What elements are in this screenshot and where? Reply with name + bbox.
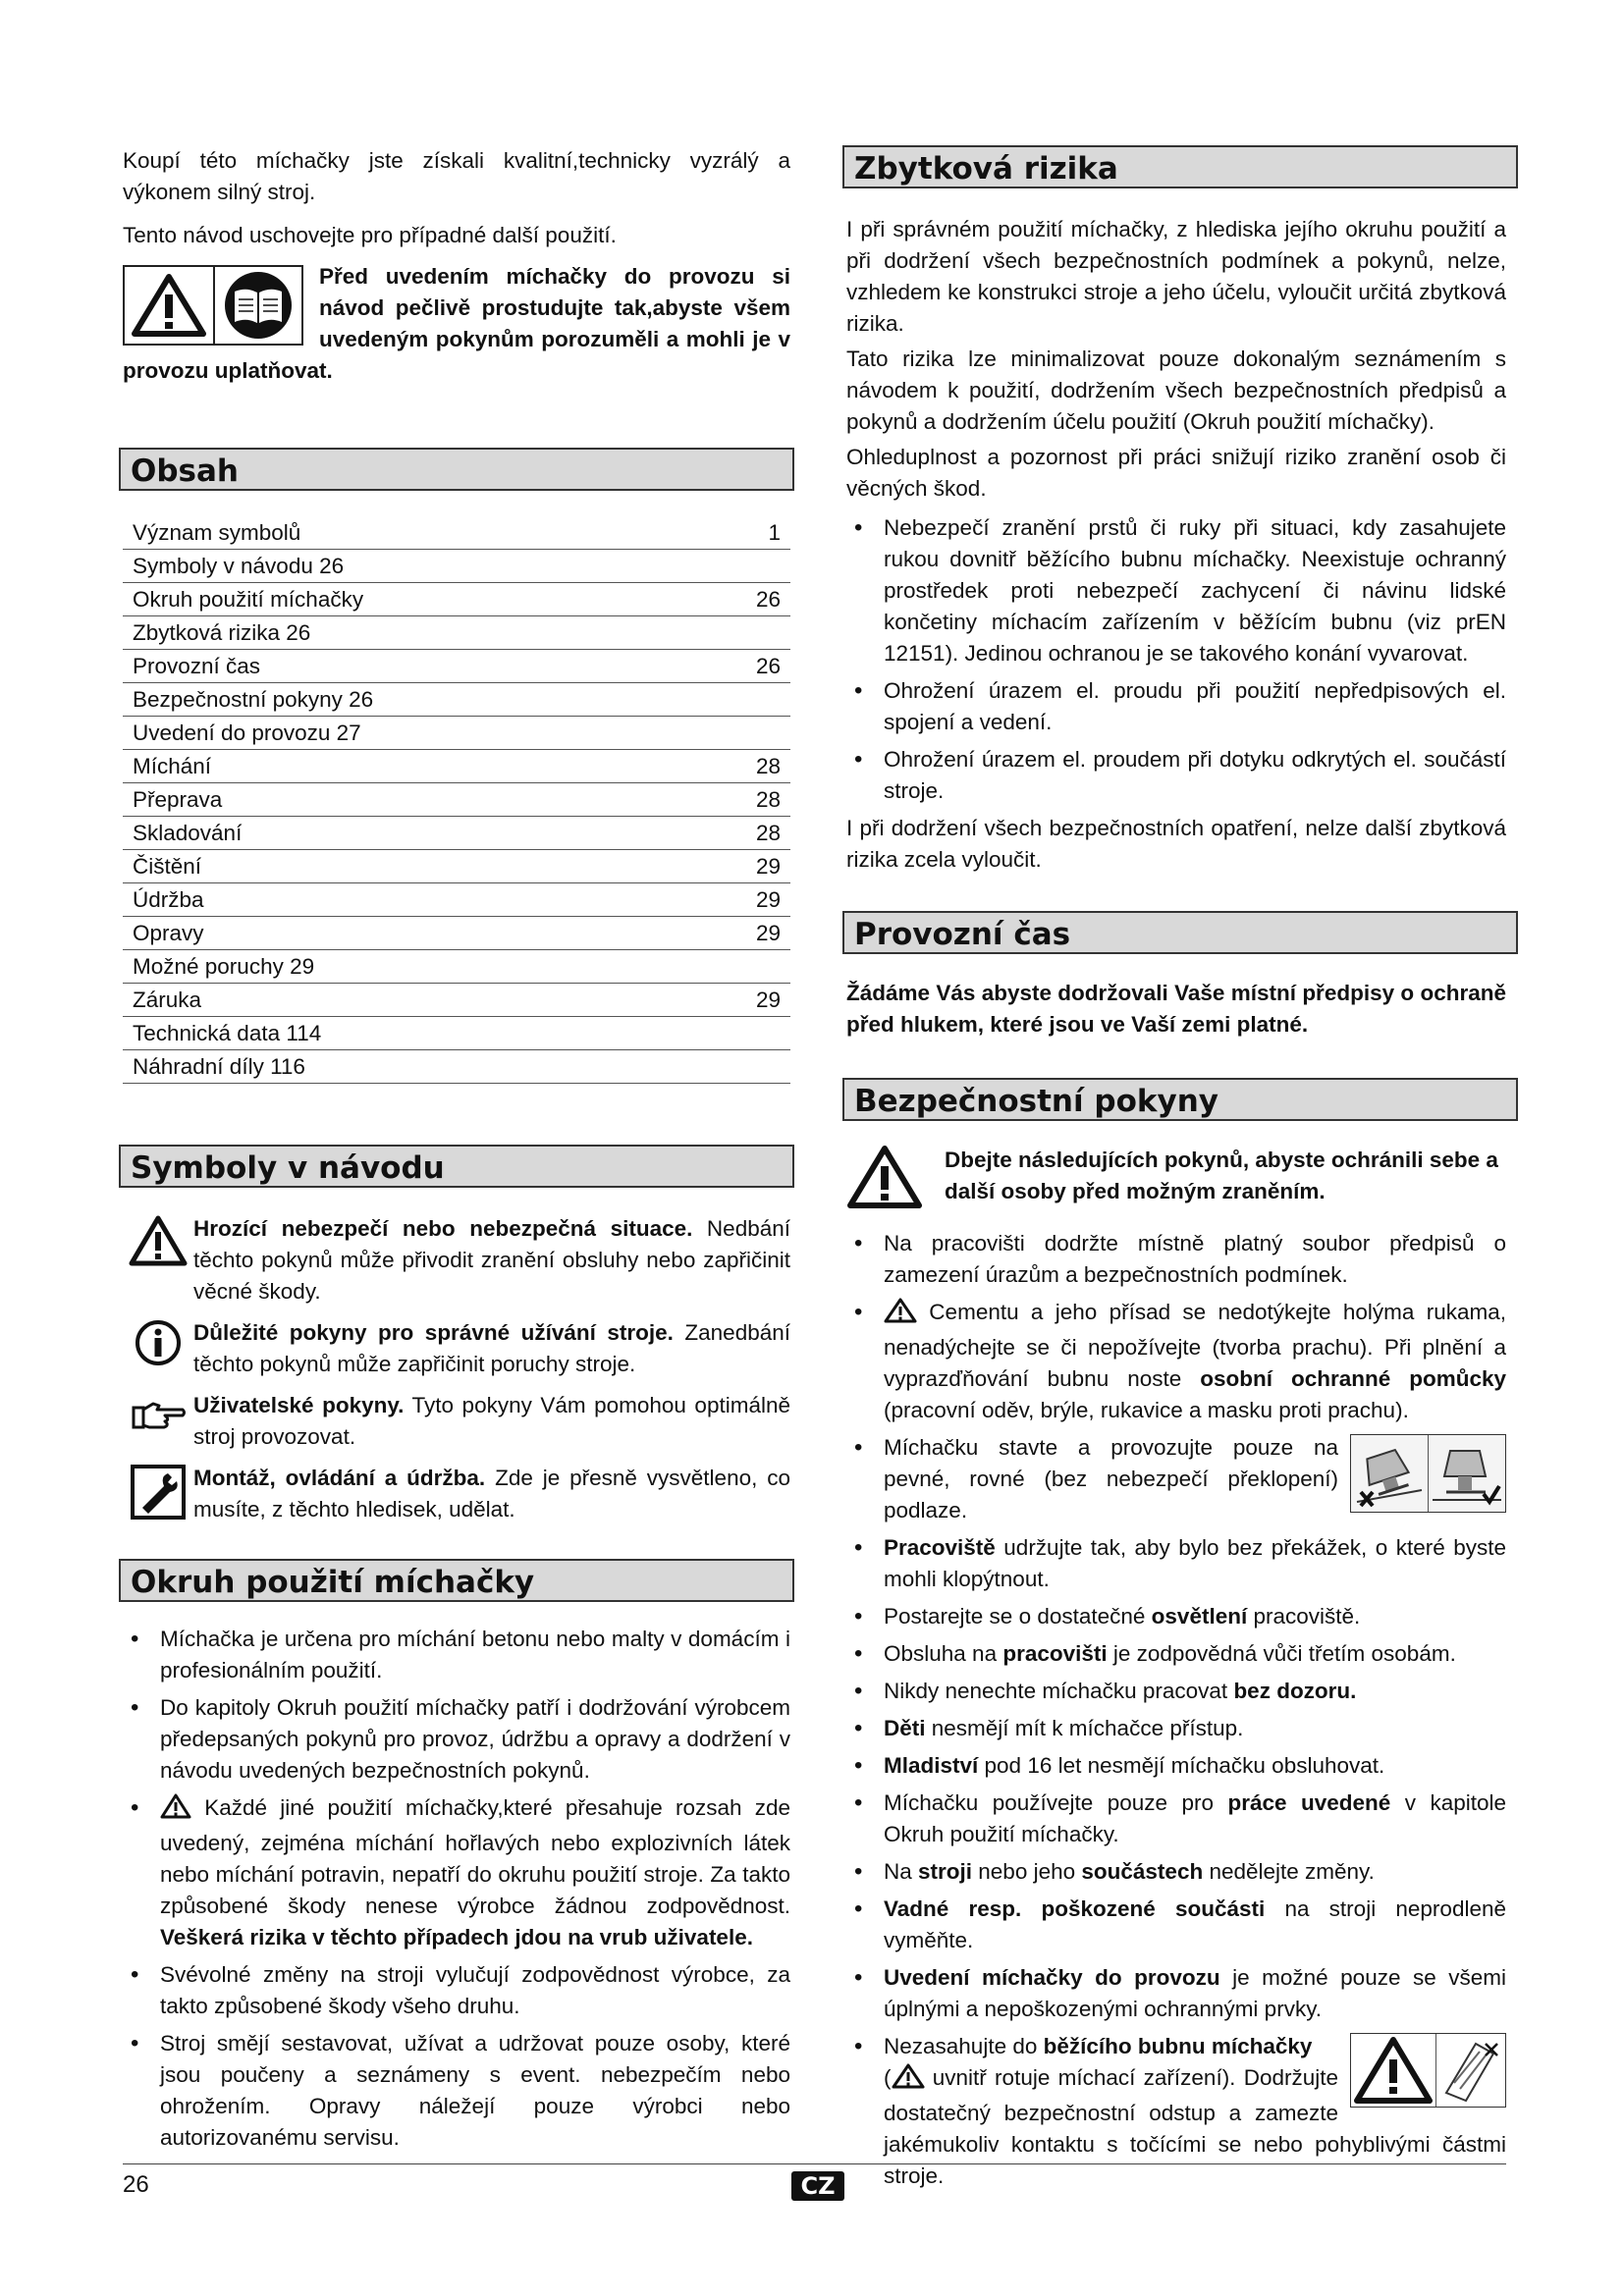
symbol-item-pointing <box>123 1390 790 1453</box>
okruh-heading: Okruh použití míchačky <box>119 1559 794 1602</box>
list-item: • Svévolné změny na stroji vylučují zodpovědnost výrobce, za takto způsobené škody všeho druhu. <box>123 1959 790 2022</box>
warning-and-manual-icons <box>123 265 303 346</box>
bezpecnost-b9-bold: Mladiství <box>884 1753 979 1778</box>
bezpecnost-b12-bold: Vadné resp. poškozené součásti <box>884 1896 1266 1921</box>
toc-label: Čištění <box>133 854 202 879</box>
list-item: • Míchačka je určena pro míchání betonu nebo malty v domácím i profesionálním použití. <box>123 1624 790 1686</box>
list-item <box>846 1676 1506 1707</box>
symbol-danger-text: Nedbání těchto pokynů může přivodit zranění obsluhy nebo zapřičinit věcné škody. <box>193 1216 790 1304</box>
intro-paragraph-2: Tento návod uschovejte pro případné další použití. <box>123 223 617 247</box>
list-item <box>846 1532 1506 1595</box>
wrench-icon <box>123 1463 193 1520</box>
list-item <box>846 1788 1506 1850</box>
danger-triangle-icon <box>123 1213 193 1266</box>
bezpecnost-b12-text: na stroji neprodleně vyměňte. <box>884 1896 1506 1952</box>
symbol-info-title: Důležité pokyny pro správné užívání stroje. <box>193 1320 674 1345</box>
list-item <box>846 1297 1506 1426</box>
list-item: • Nebezpečí zranění prstů či ruky při situaci, kdy zasahujete rukou dovnitř běžícího bubnu míchačky. Neexistuje ochranný prostředek proti nebezpečí zachycení či návinu lidské končetiny míchacím zařízením v běžícím bubnu (viz prEN 12151). Jedinou ochranou je se takového konání vyvarovat. <box>846 512 1506 669</box>
read-manual-icon <box>215 267 301 344</box>
toc-page: 26 <box>755 587 781 612</box>
provozni-text: Žádáme Vás abyste dodržovali Vaše místní předpisy o ochraně před hlukem, které jsou ve Vaší zemi platné. <box>846 981 1506 1037</box>
bezpecnost-warning-text: Dbejte následujících pokynů, abyste ochránili sebe a další osoby před možným zraněním. <box>945 1148 1498 1203</box>
list-item <box>846 1638 1506 1670</box>
toc-label: Skladování <box>133 821 243 845</box>
bezpecnost-b14-paren: ( <box>884 2065 892 2090</box>
toc-page: 29 <box>755 854 781 879</box>
toc-page: 26 <box>755 654 781 678</box>
symbol-pointing-text: Tyto pokyny Vám pomohou optimálně stroj provozovat. <box>193 1393 790 1449</box>
list-item: • Ohrožení úrazem el. proudu při použití nepředpisových el. spojení a vedení. <box>846 675 1506 738</box>
intro-paragraph-1: Koupí této míchačky jste získali kvalitní,technicky vyzrálý a výkonem silný stroj. <box>123 148 790 204</box>
footer-rule <box>123 2163 1506 2164</box>
warning-icon <box>846 1145 945 1214</box>
warning-icon <box>892 2063 925 2098</box>
table-row <box>123 1017 790 1050</box>
bezpecnost-warning <box>846 1145 1506 1214</box>
list-item: • Ohrožení úrazem el. proudem při dotyku odkrytých el. součástí stroje. <box>846 744 1506 807</box>
bezpecnost-b8-bold: Děti <box>884 1716 926 1740</box>
language-badge: CZ <box>791 2171 844 2201</box>
okruh-list <box>123 1624 790 2154</box>
table-row <box>123 984 790 1017</box>
toc-label: Technická data 114 <box>133 1021 322 1045</box>
table-row <box>123 817 790 850</box>
bezpecnost-b8-text: nesmějí mít k míchačce přístup. <box>925 1716 1244 1740</box>
symbol-item-info <box>123 1317 790 1380</box>
toc-page: 29 <box>755 887 781 912</box>
intro-warning-block <box>123 261 790 387</box>
left-column <box>123 145 790 2160</box>
bezpecnost-b11-text: Na <box>884 1859 919 1884</box>
table-row <box>123 917 790 950</box>
bezpecnost-b6-bold: pracovišti <box>1002 1641 1108 1666</box>
bezpecnost-b3-text: Míchačku stavte a provozujte pouze na pevné, rovné (bez nebezpečí překlopení) podlaze. <box>884 1435 1338 1522</box>
bezpecnost-b6-text-end: je zodpovědná vůči třetím osobám. <box>1107 1641 1456 1666</box>
list-item <box>123 1792 790 1953</box>
mixer-tilted-wrong-icon <box>1351 1435 1429 1512</box>
table-row <box>123 717 790 750</box>
hand-in-drum-icon <box>1436 2034 1505 2107</box>
toc-page: 29 <box>755 921 781 945</box>
table-row <box>123 750 790 783</box>
toc-label: Uvedení do provozu 27 <box>133 721 361 745</box>
bezpecnost-b2-bold: osobní ochranné pomůcky <box>1200 1366 1506 1391</box>
pointing-hand-icon <box>123 1390 193 1433</box>
bezpecnost-b2-text: Cementu a jeho přísad se nedotýkejte holýma rukama, nenadýchejte se či nepožívejte (tvorba prachu). Při plnění a vyprazďňování bubnu noste <box>884 1300 1506 1391</box>
table-row <box>123 650 790 683</box>
zbytkova-paragraph-3: Ohleduplnost a pozornost při práci snižují riziko zranění osob či věcných škod. <box>846 445 1506 501</box>
bezpecnost-b10-text: Míchačku používejte pouze pro <box>884 1790 1228 1815</box>
bezpecnost-b13-text: je možné pouze se všemi úplnými a nepoškozenými ochrannými prvky. <box>884 1965 1507 2021</box>
symbol-item-danger <box>123 1213 790 1308</box>
table-row <box>123 850 790 883</box>
toc-label: Přeprava <box>133 787 223 812</box>
bezpecnost-b10-text-end: v kapitole Okruh použití míchačky. <box>884 1790 1506 1846</box>
bezpecnost-b9-text: pod 16 let nesmějí míchačku obsluhovat. <box>978 1753 1385 1778</box>
bezpecnost-b11-text-mid: nebo jeho <box>972 1859 1082 1884</box>
okruh-b3-text: Každé jiné použití míchačky,které přesahuje rozsah zde uvedený, zejména míchání hořlavých nebo explozivních látek nebo míchání potravin, nepatří do okruhu použití stroje. Za takto způsobené škody nenese výrobce žádnou zodpovědnost. <box>160 1795 790 1918</box>
toc-label: Záruka <box>133 988 202 1012</box>
mixer-level-correct-icon <box>1429 1435 1505 1512</box>
drum-warning-pictogram <box>1350 2033 1506 2108</box>
bezpecnost-b2-text-end: (pracovní oděv, brýle, rukavice a masku proti prachu). <box>884 1398 1409 1422</box>
toc-page: 1 <box>768 520 781 545</box>
bezpecnost-b4-text: udržujte tak, aby bylo bez překážek, o které byste mohli klopýtnout. <box>884 1535 1506 1591</box>
symbol-wrench-title: Montáž, ovládání a údržba. <box>193 1466 486 1490</box>
toc-label: Opravy <box>133 921 204 945</box>
table-row <box>123 550 790 583</box>
symbol-item-wrench <box>123 1463 790 1525</box>
bezpecnost-b10-bold: práce uvedené <box>1227 1790 1391 1815</box>
bezpecnost-b11-bold-1: stroji <box>918 1859 973 1884</box>
symbol-list <box>123 1213 790 1525</box>
bezpecnost-b14-bold: běžícího bubnu míchačky <box>1043 2034 1313 2058</box>
list-item <box>846 1601 1506 1632</box>
toc-page: 28 <box>755 754 781 778</box>
okruh-b3-bold: Veškerá rizika v těchto případech jdou na vrub uživatele. <box>160 1925 753 1949</box>
toc-label: Provozní čas <box>133 654 261 678</box>
bezpecnost-b5-bold: osvětlení <box>1151 1604 1248 1629</box>
zbytkova-list <box>846 512 1506 807</box>
symboly-heading: Symboly v návodu <box>119 1145 794 1188</box>
bezpecnost-b11-text-end: nedělejte změny. <box>1203 1859 1375 1884</box>
list-item: • Do kapitoly Okruh použití míchačky patří i dodržování výrobcem předepsaných pokynů pro provoz, údržbu a opravy a dodržení v návodu uvedených bezpečnostních pokynů. <box>123 1692 790 1787</box>
obsah-heading: Obsah <box>119 448 794 491</box>
zbytkova-paragraph-1: I při správném použití míchačky, z hlediska jejího okruhu použití a při dodržení všech bezpečnostních podmínek a pokynů, nelze, vzhledem ke konstrukci stroje a jeho účelu, vyloučit určitá zbytková rizika. <box>846 217 1506 336</box>
bezpecnost-heading: Bezpečnostní pokyny <box>842 1078 1518 1121</box>
right-column <box>846 145 1506 2198</box>
list-item <box>846 1750 1506 1782</box>
info-icon <box>123 1317 193 1366</box>
warning-icon <box>1351 2034 1436 2107</box>
bezpecnost-b13-bold: Uvedení míchačky do provozu <box>884 1965 1220 1990</box>
toc-label: Symboly v návodu 26 <box>133 554 345 578</box>
list-item: • Stroj smějí sestavovat, užívat a udržovat pouze osoby, které jsou poučeny a seznámeny s event. nebezpečím nebo ohrožením. Opravy náležejí pouze výrobci nebo autorizovanému servisu. <box>123 2028 790 2154</box>
zbytkova-paragraph-4: I při dodržení všech bezpečnostních opatření, nelze další zbytková rizika zcela vyloučit. <box>846 816 1506 872</box>
symbol-info-text: Zanedbání těchto pokynů může zapřičinit poruchy stroje. <box>193 1320 791 1376</box>
toc-label: Možné poruchy 29 <box>133 954 315 979</box>
toc-page: 28 <box>755 821 781 845</box>
list-item: • Na pracovišti dodržte místně platný soubor předpisů o zamezení úrazům a bezpečnostních podmínek. <box>846 1228 1506 1291</box>
bezpecnost-b11-bold-2: součástech <box>1081 1859 1204 1884</box>
toc-label: Náhradní díly 116 <box>133 1054 305 1079</box>
table-row <box>123 783 790 817</box>
list-item <box>846 2031 1506 2192</box>
bezpecnost-list <box>846 1228 1506 2192</box>
list-item <box>846 1962 1506 2025</box>
list-item <box>846 1856 1506 1888</box>
table-row <box>123 883 790 917</box>
bezpecnost-b7-text: Nikdy nenechte míchačku pracovat <box>884 1679 1234 1703</box>
intro-warning-text: Před uvedením míchačky do provozu si návod pečlivě prostudujte tak,abyste všem uvedeným pokynům porozuměli a mohli je v provozu uplatňovat. <box>123 264 790 383</box>
zbytkova-paragraph-2: Tato rizika lze minimalizovat pouze dokonalým seznámením s návodem k použití, dodržením všech bezpečnostních předpisů a pokynů a dodržením účelu použití (Okruh použití míchačky). <box>846 347 1506 434</box>
page-number: 26 <box>123 2171 149 2198</box>
table-row <box>123 583 790 616</box>
table-row <box>123 683 790 717</box>
warning-icon <box>125 267 215 344</box>
toc-label: Bezpečnostní pokyny 26 <box>133 687 374 712</box>
bezpecnost-b4-bold: Pracoviště <box>884 1535 996 1560</box>
provozni-heading: Provozní čas <box>842 911 1518 954</box>
toc-page: 28 <box>755 787 781 812</box>
table-row <box>123 1050 790 1084</box>
symbol-pointing-title: Uživatelské pokyny. <box>193 1393 405 1417</box>
table-row <box>123 616 790 650</box>
table-row <box>123 516 790 550</box>
table-of-contents <box>123 516 790 1084</box>
toc-label: Míchání <box>133 754 212 778</box>
toc-page: 29 <box>755 988 781 1012</box>
warning-icon <box>884 1298 917 1332</box>
mixer-placement-pictogram <box>1350 1434 1506 1513</box>
bezpecnost-b5-text-end: pracoviště. <box>1247 1604 1361 1629</box>
symbol-wrench-text: Zde je přesně vysvětleno, co musíte, z těchto hledisek, udělat. <box>193 1466 790 1522</box>
bezpecnost-b14-text-end: uvnitř rotuje míchací zařízení). Dodržujte dostatečný bezpečnostní odstup a zamezte jakémukoliv kontaktu s točícími se nebo pohyblivými částmi stroje. <box>884 2065 1506 2188</box>
list-item <box>846 1713 1506 1744</box>
bezpecnost-b7-bold: bez dozoru. <box>1233 1679 1357 1703</box>
zbytkova-heading: Zbytková rizika <box>842 145 1518 188</box>
toc-label: Okruh použití míchačky <box>133 587 364 612</box>
symbol-danger-title: Hrozící nebezpečí nebo nebezpečná situace. <box>193 1216 693 1241</box>
toc-label: Údržba <box>133 887 204 912</box>
bezpecnost-b5-text: Postarejte se o dostatečné <box>884 1604 1152 1629</box>
list-item <box>846 1432 1506 1526</box>
bezpecnost-b14-text: Nezasahujte do <box>884 2034 1044 2058</box>
table-row <box>123 950 790 984</box>
toc-label: Význam symbolů <box>133 520 301 545</box>
bezpecnost-b6-text: Obsluha na <box>884 1641 1003 1666</box>
warning-icon <box>160 1793 191 1828</box>
list-item <box>846 1894 1506 1956</box>
toc-label: Zbytková rizika 26 <box>133 620 311 645</box>
